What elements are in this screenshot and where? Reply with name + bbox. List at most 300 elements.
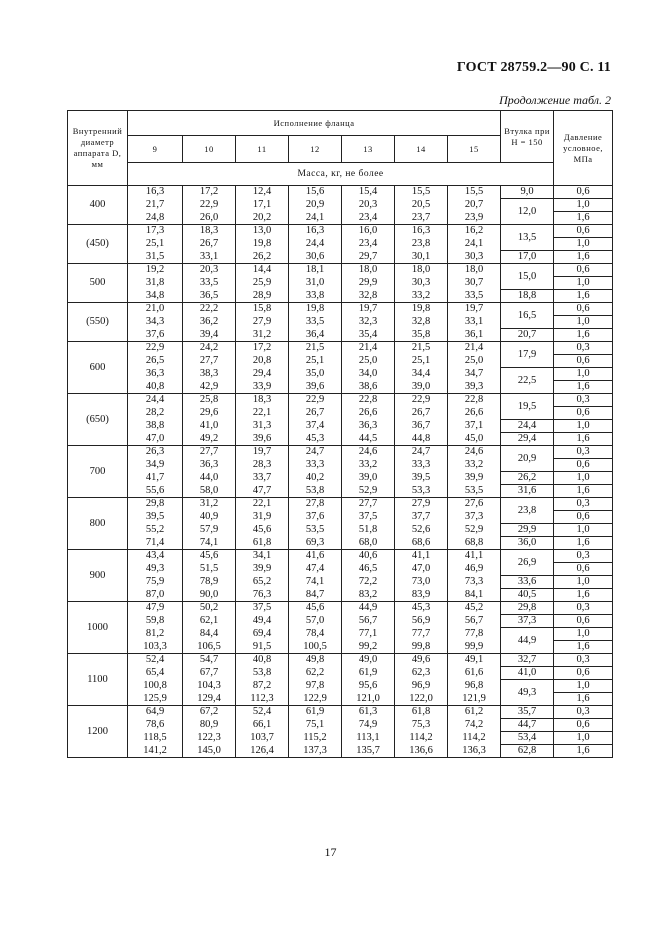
table-row: [68, 186, 613, 199]
mass-cell: 22,8: [448, 394, 501, 407]
mass-cell: 52,4: [128, 654, 183, 667]
pressure-cell: 1,6: [554, 745, 613, 758]
mass-cell: 19,2: [128, 264, 183, 277]
mass-cell: 106,5: [183, 641, 236, 654]
mass-cell: 15,4: [342, 186, 395, 199]
mass-cell: 75,1: [289, 719, 342, 732]
mass-cell: 84,4: [183, 628, 236, 641]
mass-cell: 20,3: [342, 199, 395, 212]
table-row: [68, 615, 613, 628]
mass-cell: 36,1: [448, 329, 501, 342]
mass-cell: 103,7: [236, 732, 289, 745]
mass-cell: 80,9: [183, 719, 236, 732]
mass-cell: 46,9: [448, 563, 501, 576]
pressure-cell: 1,0: [554, 420, 613, 433]
mass-cell: 74,2: [448, 719, 501, 732]
mass-cell: 96,9: [395, 680, 448, 693]
mass-cell: 22,9: [395, 394, 448, 407]
bushing-cell: 23,8: [501, 498, 554, 524]
mass-cell: 33,5: [183, 277, 236, 290]
mass-cell: 35,8: [395, 329, 448, 342]
mass-cell: 23,4: [342, 238, 395, 251]
mass-cell: 39,9: [448, 472, 501, 485]
mass-cell: 16,3: [289, 225, 342, 238]
mass-cell: 24,8: [128, 212, 183, 225]
mass-cell: 39,0: [342, 472, 395, 485]
mass-cell: 74,9: [342, 719, 395, 732]
table-row: [68, 550, 613, 563]
bushing-cell: 29,8: [501, 602, 554, 615]
pressure-cell: 1,6: [554, 251, 613, 264]
mass-cell: 31,5: [128, 251, 183, 264]
bushing-cell: 19,5: [501, 394, 554, 420]
mass-cell: 45,6: [289, 602, 342, 615]
mass-cell: 40,8: [236, 654, 289, 667]
mass-cell: 46,5: [342, 563, 395, 576]
mass-cell: 24,1: [448, 238, 501, 251]
pressure-cell: 1,0: [554, 277, 613, 290]
mass-cell: 61,3: [342, 706, 395, 719]
mass-cell: 33,9: [236, 381, 289, 394]
mass-cell: 137,3: [289, 745, 342, 758]
mass-cell: 41,1: [448, 550, 501, 563]
mass-cell: 33,8: [289, 290, 342, 303]
mass-cell: 15,6: [289, 186, 342, 199]
mass-cell: 21,4: [342, 342, 395, 355]
bushing-cell: 37,3: [501, 615, 554, 628]
diameter-cell: 1000: [68, 602, 128, 654]
mass-cell: 74,1: [183, 537, 236, 550]
page-number: 17: [324, 845, 337, 859]
mass-cell: 49,4: [236, 615, 289, 628]
bushing-cell: 49,3: [501, 680, 554, 706]
mass-cell: 15,5: [448, 186, 501, 199]
table-row: [68, 329, 613, 342]
header-diameter: Внутренний диаметр аппарата D, мм: [68, 111, 128, 186]
mass-cell: 115,2: [289, 732, 342, 745]
mass-cell: 38,3: [183, 368, 236, 381]
mass-cell: 27,9: [236, 316, 289, 329]
mass-cell: 20,5: [395, 199, 448, 212]
mass-cell: 61,9: [289, 706, 342, 719]
mass-cell: 43,4: [128, 550, 183, 563]
mass-cell: 30,6: [289, 251, 342, 264]
mass-cell: 27,8: [289, 498, 342, 511]
mass-cell: 126,4: [236, 745, 289, 758]
mass-cell: 122,0: [395, 693, 448, 706]
mass-cell: 25,1: [289, 355, 342, 368]
mass-cell: 23,9: [448, 212, 501, 225]
pressure-cell: 1,0: [554, 732, 613, 745]
mass-cell: 75,3: [395, 719, 448, 732]
mass-cell: 36,5: [183, 290, 236, 303]
bushing-cell: 26,9: [501, 550, 554, 576]
bushing-cell: 31,6: [501, 485, 554, 498]
mass-cell: 53,5: [289, 524, 342, 537]
pressure-cell: 1,6: [554, 212, 613, 225]
diameter-cell: (650): [68, 394, 128, 446]
mass-cell: 34,8: [128, 290, 183, 303]
mass-cell: 114,2: [395, 732, 448, 745]
mass-cell: 121,9: [448, 693, 501, 706]
mass-cell: 22,1: [236, 498, 289, 511]
mass-cell: 51,8: [342, 524, 395, 537]
mass-cell: 38,6: [342, 381, 395, 394]
pressure-cell: 0,3: [554, 654, 613, 667]
pressure-cell: 0,3: [554, 446, 613, 459]
mass-cell: 61,8: [395, 706, 448, 719]
mass-cell: 55,2: [128, 524, 183, 537]
mass-cell: 34,0: [342, 368, 395, 381]
mass-cell: 33,3: [289, 459, 342, 472]
table-row: [68, 576, 613, 589]
mass-cell: 24,7: [289, 446, 342, 459]
mass-cell: 96,8: [448, 680, 501, 693]
table-row: [68, 446, 613, 459]
mass-cell: 67,2: [183, 706, 236, 719]
table-row: [68, 654, 613, 667]
diameter-cell: 800: [68, 498, 128, 550]
mass-cell: 90,0: [183, 589, 236, 602]
mass-cell: 37,6: [128, 329, 183, 342]
mass-cell: 19,7: [448, 303, 501, 316]
mass-cell: 112,3: [236, 693, 289, 706]
mass-cell: 56,7: [448, 615, 501, 628]
mass-cell: 22,8: [342, 394, 395, 407]
pressure-cell: 0,6: [554, 355, 613, 368]
mass-cell: 61,8: [236, 537, 289, 550]
mass-cell: 20,8: [236, 355, 289, 368]
mass-cell: 29,9: [342, 277, 395, 290]
header-bushing: Втулка при H = 150: [501, 111, 554, 163]
bushing-cell: 15,0: [501, 264, 554, 290]
table-row: [68, 303, 613, 316]
bushing-cell: 13,5: [501, 225, 554, 251]
mass-cell: 19,7: [342, 303, 395, 316]
pressure-cell: 0,6: [554, 264, 613, 277]
table-row: [68, 667, 613, 680]
mass-cell: 36,3: [342, 420, 395, 433]
mass-cell: 77,7: [395, 628, 448, 641]
mass-cell: 24,1: [289, 212, 342, 225]
mass-cell: 26,7: [289, 407, 342, 420]
mass-cell: 13,0: [236, 225, 289, 238]
mass-cell: 87,0: [128, 589, 183, 602]
mass-cell: 76,3: [236, 589, 289, 602]
mass-cell: 20,3: [183, 264, 236, 277]
mass-cell: 32,8: [342, 290, 395, 303]
mass-cell: 22,9: [183, 199, 236, 212]
bushing-cell: 18,8: [501, 290, 554, 303]
mass-cell: 47,9: [128, 602, 183, 615]
diameter-cell: 700: [68, 446, 128, 498]
mass-cell: 17,1: [236, 199, 289, 212]
pressure-cell: 1,0: [554, 238, 613, 251]
mass-cell: 78,4: [289, 628, 342, 641]
bushing-cell: 36,0: [501, 537, 554, 550]
mass-cell: 66,1: [236, 719, 289, 732]
mass-cell: 49,3: [128, 563, 183, 576]
pressure-cell: 1,6: [554, 537, 613, 550]
mass-cell: 65,4: [128, 667, 183, 680]
bushing-cell: 33,6: [501, 576, 554, 589]
flange-version: 15: [448, 136, 501, 163]
mass-cell: 49,6: [395, 654, 448, 667]
mass-cell: 95,6: [342, 680, 395, 693]
mass-cell: 69,4: [236, 628, 289, 641]
table-row: [68, 524, 613, 537]
mass-cell: 29,4: [236, 368, 289, 381]
mass-cell: 16,3: [395, 225, 448, 238]
mass-cell: 44,8: [395, 433, 448, 446]
table-row: [68, 498, 613, 511]
diameter-cell: (450): [68, 225, 128, 264]
mass-cell: 39,6: [236, 433, 289, 446]
bushing-cell: 44,9: [501, 628, 554, 654]
bushing-cell: 9,0: [501, 186, 554, 199]
mass-cell: 37,5: [236, 602, 289, 615]
mass-cell: 45,2: [448, 602, 501, 615]
mass-cell: 37,5: [342, 511, 395, 524]
mass-cell: 99,8: [395, 641, 448, 654]
bushing-cell: 12,0: [501, 199, 554, 225]
mass-cell: 141,2: [128, 745, 183, 758]
mass-cell: 27,6: [448, 498, 501, 511]
mass-cell: 16,3: [128, 186, 183, 199]
mass-cell: 18,3: [236, 394, 289, 407]
mass-cell: 17,3: [128, 225, 183, 238]
mass-cell: 104,3: [183, 680, 236, 693]
table-row: [68, 485, 613, 498]
pressure-cell: 1,6: [554, 485, 613, 498]
mass-cell: 83,9: [395, 589, 448, 602]
pressure-cell: 1,6: [554, 381, 613, 394]
pressure-cell: 1,0: [554, 628, 613, 641]
mass-cell: 15,8: [236, 303, 289, 316]
mass-cell: 14,4: [236, 264, 289, 277]
mass-cell: 74,1: [289, 576, 342, 589]
mass-cell: 22,1: [236, 407, 289, 420]
pressure-cell: 1,6: [554, 329, 613, 342]
mass-cell: 135,7: [342, 745, 395, 758]
mass-cell: 40,6: [342, 550, 395, 563]
mass-cell: 21,0: [128, 303, 183, 316]
mass-cell: 18,0: [395, 264, 448, 277]
mass-cell: 39,0: [395, 381, 448, 394]
mass-cell: 27,7: [183, 446, 236, 459]
mass-cell: 25,8: [183, 394, 236, 407]
bushing-cell: 26,2: [501, 472, 554, 485]
mass-cell: 47,4: [289, 563, 342, 576]
mass-cell: 25,0: [448, 355, 501, 368]
bushing-cell: 41,0: [501, 667, 554, 680]
bushing-cell: 17,0: [501, 251, 554, 264]
mass-cell: 33,2: [342, 459, 395, 472]
mass-cell: 122,9: [289, 693, 342, 706]
flange-version: 12: [289, 136, 342, 163]
pressure-cell: 0,6: [554, 303, 613, 316]
bushing-cell: 29,9: [501, 524, 554, 537]
pressure-cell: 1,6: [554, 693, 613, 706]
mass-cell: 47,0: [128, 433, 183, 446]
mass-cell: 25,0: [342, 355, 395, 368]
table-body: [68, 186, 613, 758]
mass-cell: 56,7: [342, 615, 395, 628]
pressure-cell: 0,6: [554, 186, 613, 199]
mass-cell: 72,2: [342, 576, 395, 589]
mass-cell: 65,2: [236, 576, 289, 589]
mass-cell: 73,0: [395, 576, 448, 589]
bushing-cell: 16,5: [501, 303, 554, 329]
table-row: [68, 628, 613, 641]
mass-cell: 84,1: [448, 589, 501, 602]
table-row: [68, 537, 613, 550]
mass-cell: 75,9: [128, 576, 183, 589]
mass-cell: 38,8: [128, 420, 183, 433]
mass-cell: 45,6: [183, 550, 236, 563]
mass-cell: 26,7: [395, 407, 448, 420]
mass-cell: 36,2: [183, 316, 236, 329]
mass-cell: 20,2: [236, 212, 289, 225]
mass-cell: 39,6: [289, 381, 342, 394]
mass-cell: 32,8: [395, 316, 448, 329]
mass-cell: 18,1: [289, 264, 342, 277]
pressure-cell: 1,0: [554, 199, 613, 212]
mass-cell: 36,3: [183, 459, 236, 472]
flange-mass-table: [67, 110, 613, 758]
mass-cell: 49,1: [448, 654, 501, 667]
mass-cell: 87,2: [236, 680, 289, 693]
mass-cell: 37,3: [448, 511, 501, 524]
mass-cell: 77,1: [342, 628, 395, 641]
table-row: [68, 472, 613, 485]
mass-cell: 29,8: [128, 498, 183, 511]
mass-cell: 45,3: [395, 602, 448, 615]
mass-cell: 21,7: [128, 199, 183, 212]
mass-cell: 41,7: [128, 472, 183, 485]
mass-cell: 68,0: [342, 537, 395, 550]
pressure-cell: 1,6: [554, 290, 613, 303]
mass-cell: 27,7: [183, 355, 236, 368]
mass-cell: 36,4: [289, 329, 342, 342]
pressure-cell: 1,6: [554, 589, 613, 602]
mass-cell: 64,9: [128, 706, 183, 719]
mass-cell: 32,3: [342, 316, 395, 329]
mass-cell: 61,9: [342, 667, 395, 680]
bushing-cell: 22,5: [501, 368, 554, 394]
mass-cell: 52,4: [236, 706, 289, 719]
diameter-cell: 600: [68, 342, 128, 394]
mass-cell: 50,2: [183, 602, 236, 615]
mass-cell: 44,0: [183, 472, 236, 485]
bushing-cell: 24,4: [501, 420, 554, 433]
pressure-cell: 1,0: [554, 524, 613, 537]
mass-cell: 12,4: [236, 186, 289, 199]
mass-cell: 53,8: [289, 485, 342, 498]
mass-cell: 34,9: [128, 459, 183, 472]
mass-cell: 33,3: [395, 459, 448, 472]
mass-cell: 78,6: [128, 719, 183, 732]
mass-cell: 33,1: [183, 251, 236, 264]
mass-cell: 23,8: [395, 238, 448, 251]
mass-cell: 33,5: [289, 316, 342, 329]
pressure-cell: 1,6: [554, 433, 613, 446]
mass-cell: 29,7: [342, 251, 395, 264]
mass-cell: 28,3: [236, 459, 289, 472]
mass-cell: 39,9: [236, 563, 289, 576]
pressure-cell: 0,3: [554, 394, 613, 407]
mass-cell: 73,3: [448, 576, 501, 589]
table-row: [68, 264, 613, 277]
flange-version: 13: [342, 136, 395, 163]
pressure-cell: 1,6: [554, 641, 613, 654]
mass-cell: 24,7: [395, 446, 448, 459]
mass-cell: 84,7: [289, 589, 342, 602]
bushing-cell: 53,4: [501, 732, 554, 745]
diameter-cell: 1200: [68, 706, 128, 758]
mass-cell: 30,3: [395, 277, 448, 290]
mass-cell: 100,8: [128, 680, 183, 693]
mass-cell: 77,8: [448, 628, 501, 641]
pressure-cell: 1,0: [554, 472, 613, 485]
flange-version: 14: [395, 136, 448, 163]
pressure-cell: 0,6: [554, 667, 613, 680]
table-row: [68, 368, 613, 381]
mass-cell: 37,7: [395, 511, 448, 524]
mass-cell: 37,4: [289, 420, 342, 433]
bushing-cell: 44,7: [501, 719, 554, 732]
mass-cell: 19,8: [289, 303, 342, 316]
mass-cell: 31,8: [128, 277, 183, 290]
mass-cell: 81,2: [128, 628, 183, 641]
mass-cell: 52,9: [448, 524, 501, 537]
mass-cell: 19,8: [395, 303, 448, 316]
bushing-cell: 17,9: [501, 342, 554, 368]
table-row: [68, 745, 613, 758]
mass-cell: 121,0: [342, 693, 395, 706]
mass-cell: 22,2: [183, 303, 236, 316]
mass-cell: 33,2: [448, 459, 501, 472]
diameter-cell: 500: [68, 264, 128, 303]
mass-cell: 118,5: [128, 732, 183, 745]
mass-cell: 57,0: [289, 615, 342, 628]
mass-cell: 34,4: [395, 368, 448, 381]
mass-cell: 39,5: [395, 472, 448, 485]
mass-cell: 19,7: [236, 446, 289, 459]
mass-cell: 53,3: [395, 485, 448, 498]
mass-cell: 136,6: [395, 745, 448, 758]
mass-cell: 15,5: [395, 186, 448, 199]
mass-cell: 34,3: [128, 316, 183, 329]
mass-cell: 25,9: [236, 277, 289, 290]
mass-cell: 35,4: [342, 329, 395, 342]
mass-cell: 31,0: [289, 277, 342, 290]
mass-cell: 103,3: [128, 641, 183, 654]
bushing-cell: 29,4: [501, 433, 554, 446]
mass-cell: 51,5: [183, 563, 236, 576]
mass-cell: 18,3: [183, 225, 236, 238]
mass-cell: 25,1: [128, 238, 183, 251]
mass-cell: 26,6: [342, 407, 395, 420]
mass-cell: 31,2: [236, 329, 289, 342]
bushing-cell: 62,8: [501, 745, 554, 758]
mass-cell: 44,9: [342, 602, 395, 615]
mass-cell: 33,1: [448, 316, 501, 329]
mass-cell: 19,8: [236, 238, 289, 251]
mass-cell: 21,5: [395, 342, 448, 355]
mass-cell: 20,7: [448, 199, 501, 212]
mass-cell: 57,9: [183, 524, 236, 537]
